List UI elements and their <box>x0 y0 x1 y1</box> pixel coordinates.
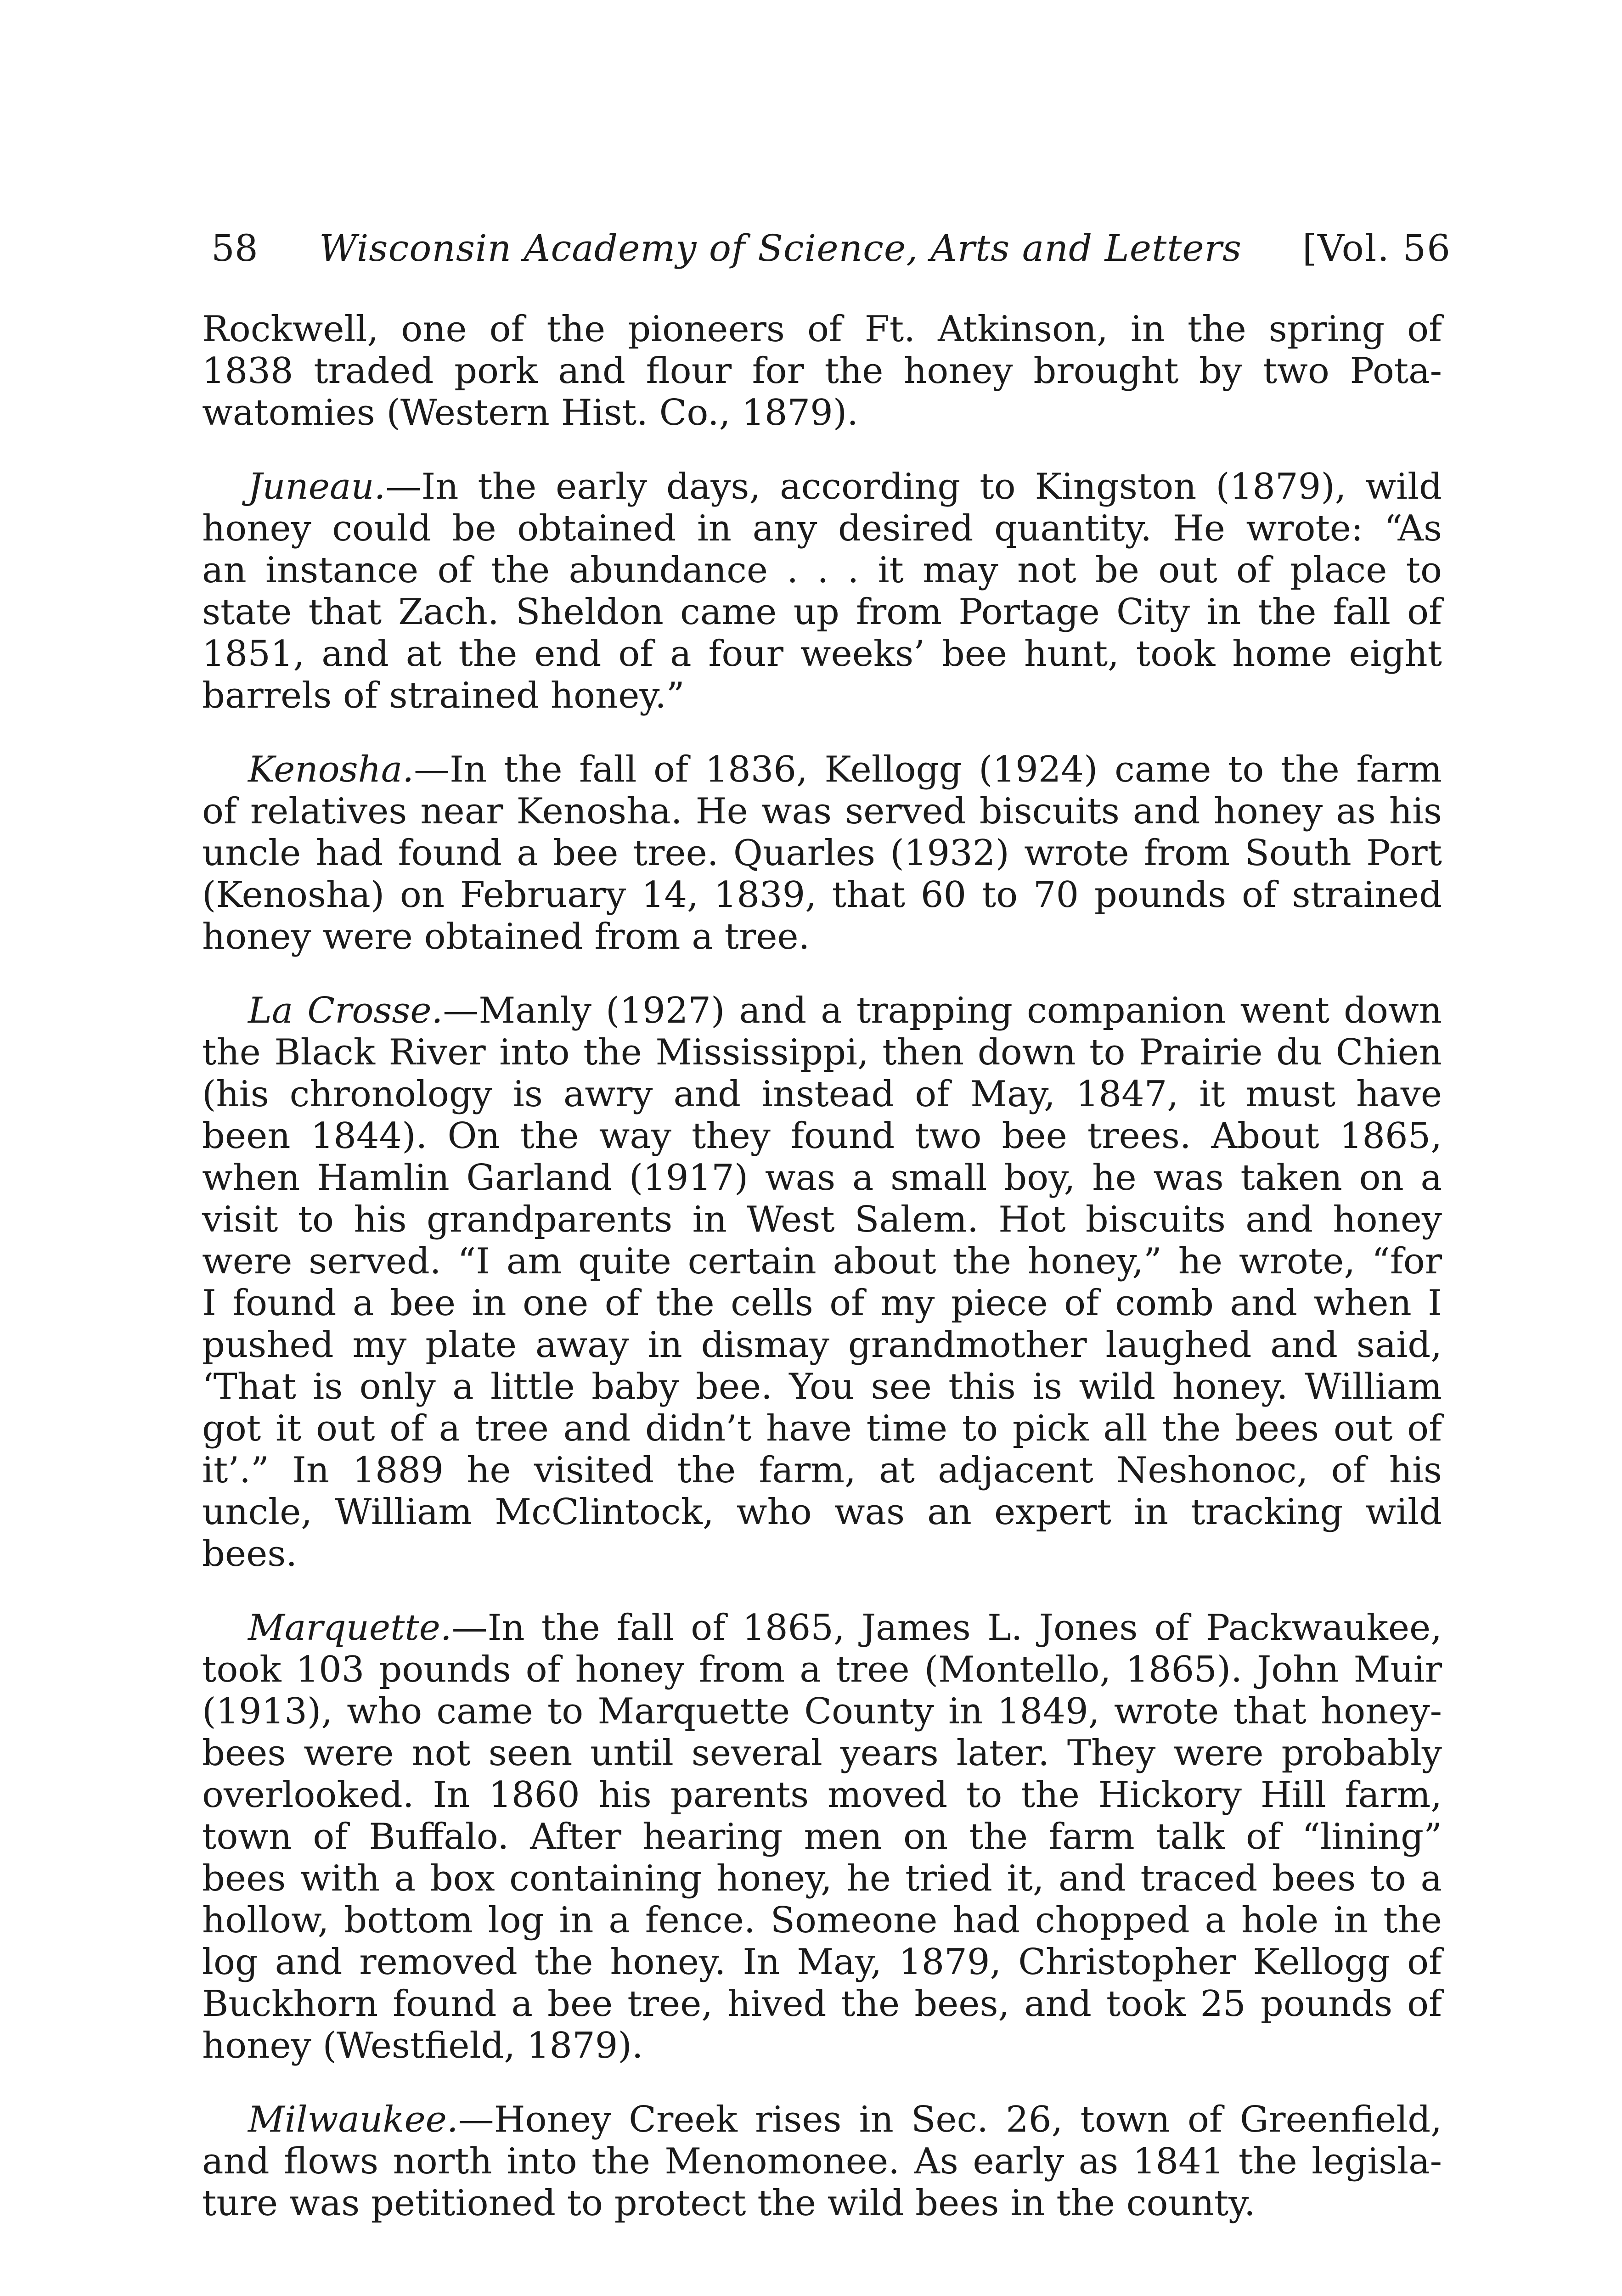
text-line: honey could be obtained in any desired quantity. He wrote: “As <box>202 508 1442 549</box>
page-number: 58 <box>211 227 258 270</box>
text-line: uncle, William McClintock, who was an expert in tracking wild <box>202 1491 1442 1533</box>
text-line: ture was petitioned to protect the wild bees in the county. <box>202 2183 1256 2224</box>
text-line: Buckhorn found a bee tree, hived the bees, and took 25 pounds of <box>202 1983 1442 2025</box>
county-heading-milwaukee: Milwaukee. <box>248 2099 458 2140</box>
journal-title: Wisconsin Academy of Science, Arts and Letters <box>319 227 1242 270</box>
text-line: town of Buffalo. After hearing men on the farm talk of “lining” <box>202 1816 1442 1857</box>
text-fragment: —Manly (1927) and a trapping companion went down <box>443 990 1442 1031</box>
text-line: been 1844). On the way they found two bee trees. About 1865, <box>202 1115 1442 1157</box>
text-line: the Black River into the Mississippi, then down to Prairie du Chien <box>202 1032 1442 1073</box>
county-heading-juneau: Juneau. <box>248 466 386 507</box>
text-line: state that Zach. Sheldon came up from Portage City in the fall of <box>202 591 1442 633</box>
text-line: I found a bee in one of the cells of my piece of comb and when I <box>202 1283 1442 1324</box>
text-line: (Kenosha) on February 14, 1839, that 60 to 70 pounds of strained <box>202 874 1442 916</box>
text-fragment: —Honey Creek rises in Sec. 26, town of Greenfield, <box>458 2099 1442 2140</box>
text-line: log and removed the honey. In May, 1879, Christopher Kellogg of <box>202 1941 1442 1983</box>
text-line: were served. “I am quite certain about the honey,” he wrote, “for <box>202 1241 1442 1282</box>
text-line: an instance of the abundance . . . it may not be out of place to <box>202 550 1442 591</box>
text-line: watomies (Western Hist. Co., 1879). <box>202 392 859 433</box>
paragraph-marquette <box>202 1607 1442 2067</box>
paragraph-milwaukee <box>202 2099 1442 2224</box>
county-heading-marquette: Marquette. <box>248 1607 452 1649</box>
text-line <box>202 749 1442 791</box>
text-line: bees. <box>202 1533 298 1575</box>
text-line: overlooked. In 1860 his parents moved to the Hickory Hill farm, <box>202 1774 1442 1816</box>
text-line: honey (Westfield, 1879). <box>202 2025 643 2066</box>
paragraph-juneau <box>202 466 1442 717</box>
text-line: Rockwell, one of the pioneers of Ft. Atkinson, in the spring of <box>202 309 1442 350</box>
text-line: and flows north into the Menomonee. As early as 1841 the legisla- <box>202 2141 1442 2182</box>
paragraph-la-crosse <box>202 990 1442 1575</box>
text-line: it’.” In 1889 he visited the farm, at adjacent Neshonoc, of his <box>202 1450 1442 1491</box>
text-fragment: —In the fall of 1865, James L. Jones of Packwaukee, <box>451 1607 1442 1649</box>
text-line: bees were not seen until several years later. They were probably <box>202 1733 1442 1774</box>
text-fragment: —In the fall of 1836, Kellogg (1924) came to the farm <box>414 749 1442 790</box>
text-line: got it out of a tree and didn’t have time to pick all the bees out of <box>202 1408 1442 1449</box>
paragraph-kenosha <box>202 749 1442 958</box>
text-line: took 103 pounds of honey from a tree (Montello, 1865). John Muir <box>202 1649 1442 1690</box>
county-heading-la-crosse: La Crosse. <box>248 990 443 1031</box>
text-line: honey were obtained from a tree. <box>202 916 810 957</box>
text-line <box>202 466 1442 508</box>
county-heading-kenosha: Kenosha. <box>248 749 414 790</box>
text-line: uncle had found a bee tree. Quarles (1932) wrote from South Port <box>202 833 1442 874</box>
paragraph-rockwell <box>202 309 1442 434</box>
text-line: visit to his grandparents in West Salem. Hot biscuits and honey <box>202 1199 1442 1240</box>
volume-label: [Vol. 56 <box>1302 227 1451 270</box>
text-line: (1913), who came to Marquette County in 1849, wrote that honey- <box>202 1691 1442 1732</box>
text-line <box>202 990 1442 1032</box>
text-line: when Hamlin Garland (1917) was a small boy, he was taken on a <box>202 1157 1442 1199</box>
text-line: (his chronology is awry and instead of May, 1847, it must have <box>202 1074 1442 1115</box>
text-line: barrels of strained honey.” <box>202 675 685 716</box>
text-line: bees with a box containing honey, he tried it, and traced bees to a <box>202 1858 1442 1899</box>
text-line: 1851, and at the end of a four weeks’ bee hunt, took home eight <box>202 633 1442 675</box>
text-line: hollow, bottom log in a fence. Someone had chopped a hole in the <box>202 1900 1442 1941</box>
text-line: of relatives near Kenosha. He was served biscuits and honey as his <box>202 791 1442 832</box>
text-fragment: —In the early days, according to Kingston (1879), wild <box>385 466 1442 507</box>
text-line <box>202 1607 1442 1649</box>
text-line: ‘That is only a little baby bee. You see this is wild honey. William <box>202 1366 1442 1407</box>
text-line: pushed my plate away in dismay grandmother laughed and said, <box>202 1324 1442 1366</box>
text-line: 1838 traded pork and flour for the honey brought by two Pota- <box>202 350 1442 392</box>
text-line <box>202 2099 1442 2141</box>
body-text <box>202 309 1442 2257</box>
running-header <box>211 223 1451 274</box>
